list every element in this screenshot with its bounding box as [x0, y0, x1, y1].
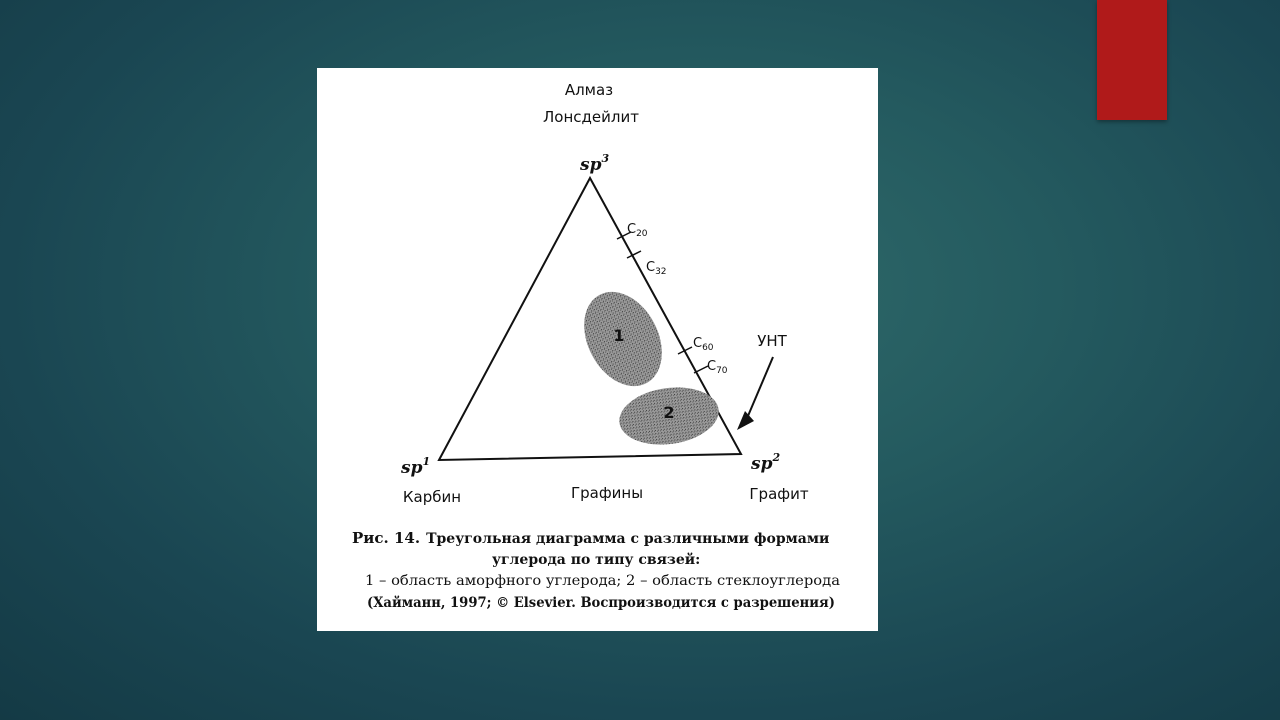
graphyne-label: Графины — [570, 484, 644, 502]
cnt-label: УНТ — [757, 332, 787, 350]
region-2-label: 2 — [663, 403, 675, 422]
fullerene-c70-label: $C_{70}$ — [707, 359, 728, 376]
region-1-label: 1 — [613, 326, 625, 345]
diamond-label: Алмаз — [564, 81, 614, 99]
figure-caption-note-line1: 1 – область аморфного углерода; 2 – область стеклоуглерода — [365, 573, 840, 589]
ternary-diagram — [317, 68, 878, 631]
fullerene-c60-label: $C_{60}$ — [693, 336, 714, 353]
fullerene-c20-label: $C_{20}$ — [627, 222, 648, 239]
carbyne-label: Карбин — [402, 488, 462, 506]
accent-rectangle — [1097, 0, 1167, 120]
graphite-label: Графит — [749, 485, 809, 503]
fullerene-c32-label: $C_{32}$ — [646, 260, 667, 277]
figure-caption-title-line2: углерода по типу связей: — [492, 552, 701, 568]
tick-c70 — [694, 366, 708, 373]
cnt-arrow-shaft — [745, 357, 773, 423]
figure-panel — [317, 68, 878, 631]
vertex-sp1: $sp^1$ — [401, 455, 431, 478]
vertex-sp2: $sp^2$ — [751, 451, 781, 474]
cnt-arrow-head — [737, 411, 754, 430]
figure-caption-note-line2: (Хайманн, 1997; © Elsevier. Воспроизводится с разрешения) — [367, 595, 866, 611]
lonsdaleite-label: Лонсдейлит — [543, 108, 639, 126]
figure-caption-title: Рис. 14. Треугольная диаграмма с различными формами — [352, 529, 830, 547]
vertex-sp3: $sp^3$ — [580, 152, 610, 175]
